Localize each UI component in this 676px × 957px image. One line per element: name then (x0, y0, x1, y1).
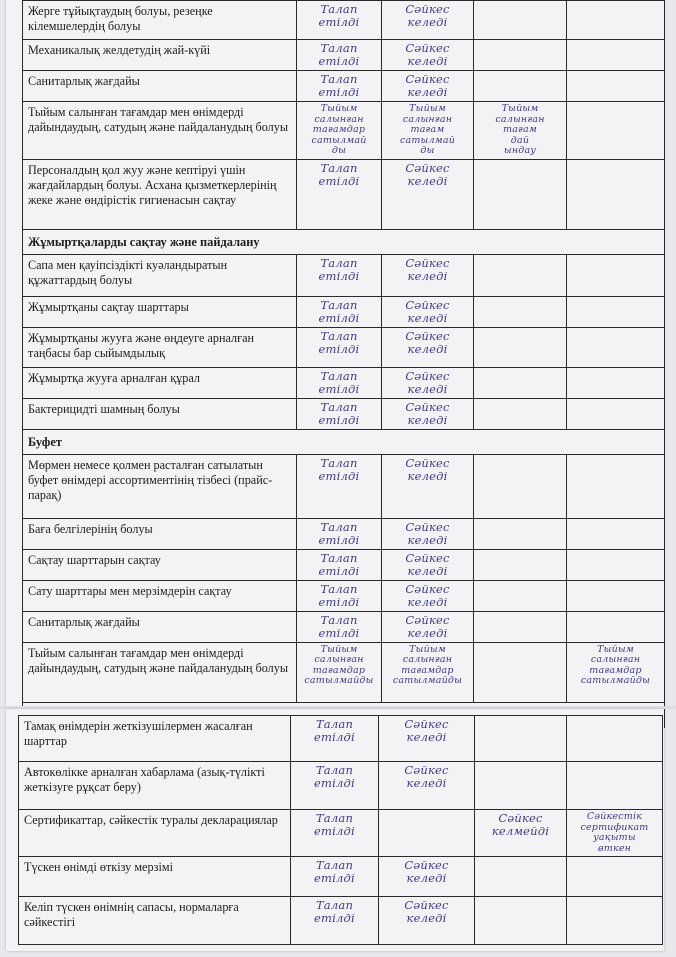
section-heading: Буфет (23, 429, 665, 454)
table-row (23, 102, 665, 160)
compliance-handwritten-cell: Сәйкес келеді (382, 40, 474, 71)
requirement-handwritten-cell: Талап етілді (297, 549, 382, 580)
remark-handwritten-cell (567, 327, 665, 367)
remark-handwritten-cell (567, 367, 665, 398)
criterion-cell: Жерге тұйықтаудың болуы, резеңке кілемшелердің болуы (23, 1, 297, 40)
criterion-cell: Баға белгілерінің болуы (23, 518, 297, 549)
inspection-table-2 (18, 715, 663, 945)
note-handwritten-cell (474, 327, 567, 367)
section-heading: Жұмыртқаларды сақтау және пайдалану (23, 229, 665, 254)
note-handwritten-cell (475, 897, 567, 945)
remark-handwritten-cell (567, 857, 663, 897)
compliance-handwritten-cell: Тыйым салынған тағам сатылмай ды (382, 102, 474, 160)
table-row (23, 71, 665, 102)
inspection-sheet-page-2 (6, 709, 664, 951)
requirement-handwritten-cell: Талап етілді (297, 398, 382, 429)
note-handwritten-cell: Тыйым салынған тағам дай ындау (474, 102, 567, 160)
table-row (23, 40, 665, 71)
requirement-handwritten-cell: Талап етілді (297, 254, 382, 296)
remark-handwritten-cell (567, 762, 663, 810)
table-row (23, 1, 665, 40)
requirement-handwritten-cell: Талап етілді (297, 367, 382, 398)
remark-handwritten-cell (567, 398, 665, 429)
remark-handwritten-cell (567, 296, 665, 327)
table-row (23, 159, 665, 229)
remark-handwritten-cell (567, 71, 665, 102)
note-handwritten-cell (474, 398, 567, 429)
criterion-cell: Тыйым салынған тағамдар мен өнімдерді дайындаудың, сатудың және пайдаланудың болуы (23, 102, 297, 160)
table-row (23, 398, 665, 429)
table-row (23, 254, 665, 296)
criterion-cell: Санитарлық жағдайы (23, 71, 297, 102)
note-handwritten-cell (474, 71, 567, 102)
requirement-handwritten-cell: Талап етілді (291, 810, 379, 857)
compliance-handwritten-cell: Сәйкес келеді (382, 367, 474, 398)
requirement-handwritten-cell: Талап етілді (297, 296, 382, 327)
criterion-cell: Сертификаттар, сәйкестік туралы декларациялар (19, 810, 291, 857)
note-handwritten-cell (474, 454, 567, 518)
compliance-handwritten-cell: Тыйым салынған тағамдар сатылмайды (382, 642, 474, 702)
compliance-handwritten-cell: Сәйкес келеді (382, 159, 474, 229)
criterion-cell: Түскен өнімді өткізу мерзімі (19, 857, 291, 897)
table-row (19, 897, 663, 945)
table-row (23, 296, 665, 327)
criterion-cell: Келіп түскен өнімнің сапасы, нормаларға сәйкестігі (19, 897, 291, 945)
requirement-handwritten-cell: Талап етілді (297, 327, 382, 367)
criterion-cell: Тыйым салынған тағамдар мен өнімдерді дайындаудың, сатудың және пайдаланудың болуы (23, 642, 297, 702)
compliance-handwritten-cell: Сәйкес келеді (379, 857, 475, 897)
inspection-sheet-page-1 (6, 0, 664, 706)
compliance-handwritten-cell: Сәйкес келеді (382, 327, 474, 367)
remark-handwritten-cell: Сәйкестік сертификат уақыты өткен (567, 810, 663, 857)
requirement-handwritten-cell: Талап етілді (297, 71, 382, 102)
compliance-handwritten-cell: Сәйкес келеді (379, 762, 475, 810)
table-row (23, 611, 665, 642)
remark-handwritten-cell (567, 40, 665, 71)
remark-handwritten-cell (567, 716, 663, 762)
criterion-cell: Мөрмен немесе қолмен расталған сатылатын буфет өнімдері ассортиментінің тізбесі (прайс-парақ) (23, 454, 297, 518)
note-handwritten-cell (474, 642, 567, 702)
remark-handwritten-cell (567, 580, 665, 611)
requirement-handwritten-cell: Талап етілді (291, 897, 379, 945)
compliance-handwritten-cell: Сәйкес келеді (382, 71, 474, 102)
requirement-handwritten-cell: Талап етілді (291, 762, 379, 810)
requirement-handwritten-cell: Тыйым салынған тағамдар сатылмай ды (297, 102, 382, 160)
requirement-handwritten-cell: Талап етілді (297, 159, 382, 229)
criterion-cell: Персоналдың қол жуу және кептіруі үшін жағдайлардың болуы. Асхана қызметкерлерінің жеке және өндірістік гигиенасын сақтау (23, 159, 297, 229)
compliance-handwritten-cell: Сәйкес келеді (382, 518, 474, 549)
note-handwritten-cell (474, 159, 567, 229)
compliance-handwritten-cell: Сәйкес келеді (379, 716, 475, 762)
compliance-handwritten-cell: Сәйкес келеді (382, 1, 474, 40)
remark-handwritten-cell (567, 518, 665, 549)
inspection-table-1 (22, 0, 665, 728)
note-handwritten-cell (474, 580, 567, 611)
table-row (23, 367, 665, 398)
compliance-handwritten-cell (379, 810, 475, 857)
note-handwritten-cell (474, 254, 567, 296)
remark-handwritten-cell (567, 1, 665, 40)
criterion-cell: Сату шарттары мен мерзімдерін сақтау (23, 580, 297, 611)
criterion-cell: Механикалық желдетудің жай-күйі (23, 40, 297, 71)
remark-handwritten-cell (567, 549, 665, 580)
table-row (19, 716, 663, 762)
table-row (23, 454, 665, 518)
note-handwritten-cell (475, 716, 567, 762)
requirement-handwritten-cell: Талап етілді (291, 857, 379, 897)
note-handwritten-cell (474, 40, 567, 71)
compliance-handwritten-cell: Сәйкес келеді (382, 454, 474, 518)
criterion-cell: Автокөлікке арналған хабарлама (азық-түлікті жеткізуге рұқсат беру) (19, 762, 291, 810)
table-row (19, 762, 663, 810)
criterion-cell: Санитарлық жағдайы (23, 611, 297, 642)
compliance-handwritten-cell: Сәйкес келеді (379, 897, 475, 945)
compliance-handwritten-cell: Сәйкес келеді (382, 254, 474, 296)
compliance-handwritten-cell: Сәйкес келеді (382, 611, 474, 642)
remark-handwritten-cell: Тыйым салынған тағамдар сатылмайды (567, 642, 665, 702)
compliance-handwritten-cell: Сәйкес келеді (382, 580, 474, 611)
requirement-handwritten-cell: Талап етілді (291, 716, 379, 762)
table-row (23, 327, 665, 367)
requirement-handwritten-cell: Талап етілді (297, 40, 382, 71)
section-row (23, 429, 665, 454)
note-handwritten-cell (474, 367, 567, 398)
requirement-handwritten-cell: Талап етілді (297, 580, 382, 611)
criterion-cell: Жұмыртқа жууға арналған құрал (23, 367, 297, 398)
remark-handwritten-cell (567, 102, 665, 160)
note-handwritten-cell (474, 611, 567, 642)
criterion-cell: Тамақ өнімдерін жеткізушілермен жасалған шарттар (19, 716, 291, 762)
table-row (19, 857, 663, 897)
table-row (23, 549, 665, 580)
criterion-cell: Жұмыртқаны жууға және өңдеуге арналған таңбасы бар сыйымдылық (23, 327, 297, 367)
table-row (19, 810, 663, 857)
remark-handwritten-cell (567, 254, 665, 296)
table-row (23, 518, 665, 549)
requirement-handwritten-cell: Талап етілді (297, 518, 382, 549)
note-handwritten-cell (474, 1, 567, 40)
section-row (23, 229, 665, 254)
compliance-handwritten-cell: Сәйкес келеді (382, 296, 474, 327)
criterion-cell: Бактерицидті шамның болуы (23, 398, 297, 429)
requirement-handwritten-cell: Талап етілді (297, 454, 382, 518)
remark-handwritten-cell (567, 897, 663, 945)
note-handwritten-cell (474, 296, 567, 327)
note-handwritten-cell (474, 549, 567, 580)
criterion-cell: Сапа мен қауіпсіздікті куәландыратын құжаттардың болуы (23, 254, 297, 296)
requirement-handwritten-cell: Талап етілді (297, 611, 382, 642)
note-handwritten-cell (474, 518, 567, 549)
note-handwritten-cell: Сәйкес келмейді (475, 810, 567, 857)
note-handwritten-cell (475, 762, 567, 810)
note-handwritten-cell (475, 857, 567, 897)
remark-handwritten-cell (567, 611, 665, 642)
remark-handwritten-cell (567, 159, 665, 229)
criterion-cell: Сақтау шарттарын сақтау (23, 549, 297, 580)
remark-handwritten-cell (567, 454, 665, 518)
compliance-handwritten-cell: Сәйкес келеді (382, 398, 474, 429)
table-row (23, 642, 665, 702)
compliance-handwritten-cell: Сәйкес келеді (382, 549, 474, 580)
requirement-handwritten-cell: Талап етілді (297, 1, 382, 40)
requirement-handwritten-cell: Тыйым салынған тағамдар сатылмайды (297, 642, 382, 702)
table-row (23, 580, 665, 611)
criterion-cell: Жұмыртқаны сақтау шарттары (23, 296, 297, 327)
